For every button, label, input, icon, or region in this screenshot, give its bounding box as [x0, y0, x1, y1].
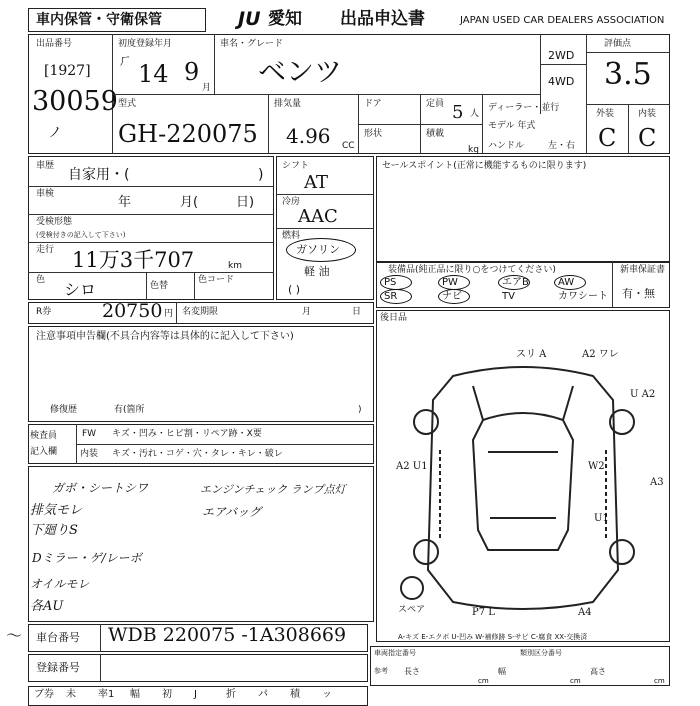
displacement-unit: CC — [342, 141, 355, 151]
size-height-unit: cm — [654, 677, 665, 685]
notes-label: 注意事項申告欄(不具合内容等は具体的に記入して下さい) — [36, 331, 294, 342]
handwritten-note: オイルモレ — [30, 577, 90, 591]
lot-bracket: [1927] — [44, 63, 91, 79]
org-name: 愛知 — [268, 9, 302, 29]
size-height: 高さ — [590, 667, 606, 676]
association-name: JAPAN USED CAR DEALERS ASSOCIATION — [460, 15, 665, 26]
ac-value: AAC — [298, 206, 338, 227]
footer-cell: 率1 — [98, 689, 115, 700]
chassis-label: 車台番号 — [36, 631, 80, 644]
diagram-mark: A2 U1 — [396, 461, 428, 472]
interior-grade: C — [638, 124, 657, 152]
chassis-mark: 〜 — [6, 626, 23, 645]
handwritten-note: 排気モレ — [30, 503, 83, 518]
size-length: 長さ — [404, 667, 420, 676]
model-year-label: モデル 年式 — [488, 121, 536, 131]
capacity-value: 5 — [452, 102, 464, 123]
repair-close: ) — [358, 405, 362, 415]
name-change-label: 名変期限 — [182, 307, 219, 317]
receipt-note: (受検付きの記入して下さい) — [36, 231, 126, 239]
footer-cell: パ — [258, 689, 268, 700]
recycle-unit: 円 — [164, 309, 174, 319]
registration-label: 初度登録年月 — [118, 39, 173, 49]
equipment-circle — [438, 289, 470, 304]
lot-label: 出品番号 — [36, 39, 73, 49]
handwritten-note: 下廻りS — [30, 523, 78, 538]
footer-cell: J — [194, 689, 197, 700]
check-row2-head: 内装 — [80, 449, 99, 459]
inspection-label: 車検 — [36, 189, 55, 199]
mileage-value: 11万3千707 — [72, 248, 195, 272]
footer-cell: ブ券 — [34, 689, 54, 700]
color-code-label: 色コード — [198, 275, 235, 285]
equipment-item: SR — [384, 291, 398, 302]
fuel-paren: ( ) — [288, 283, 301, 296]
footer-cell: 初 — [162, 689, 172, 700]
mileage-unit: km — [228, 261, 242, 271]
color-label: 色 — [36, 275, 46, 285]
size-width: 幅 — [498, 667, 506, 676]
name-change-month: 月 — [302, 307, 312, 317]
spare-label: スペア — [398, 605, 426, 615]
exterior-label: 外装 — [596, 109, 615, 119]
check-row1-head: FW — [82, 429, 97, 439]
handwritten-note: 各AU — [30, 599, 64, 614]
inspector-label: 検査員 — [30, 431, 58, 441]
handwritten-note: エアバッグ — [202, 505, 262, 519]
equipment-item: カワシート — [558, 291, 608, 302]
model-name-label: 車名・グレード — [220, 39, 284, 49]
displacement-value: 4.96 — [286, 124, 331, 148]
registration-year: 14 — [138, 60, 169, 88]
model-code-value: GH-220075 — [118, 120, 258, 148]
repair-value: 有(箇所 — [114, 405, 145, 415]
displacement-label: 排気量 — [274, 99, 302, 109]
inspection-year: 年 — [118, 195, 132, 210]
handwritten-note: ガボ・シートシワ — [52, 481, 149, 495]
sales-point-box — [376, 156, 670, 262]
diagram-mark: P7 L — [472, 607, 495, 618]
handwritten-note: エンジンチェック ランプ点灯 — [200, 483, 346, 496]
diagram-mark: A3 — [650, 477, 664, 488]
shape-label: 形状 — [364, 129, 383, 139]
detail-block — [28, 156, 274, 300]
rating-score: 3.5 — [604, 57, 652, 92]
equipment-item: PS — [384, 277, 397, 288]
shift-label: シフト — [282, 161, 310, 171]
load-unit: kg — [468, 145, 479, 155]
drive-4wd: 4WD — [548, 75, 575, 88]
equipment-item: PW — [442, 277, 458, 288]
diagram-mark: W2 — [588, 461, 605, 472]
rating-label: 評価点 — [604, 39, 632, 49]
equipment-item: AW — [558, 277, 575, 288]
diagram-mark: A4 — [578, 607, 592, 618]
ac-label: 冷房 — [282, 197, 301, 207]
doors-label: ドア — [364, 99, 382, 109]
damage-legend: A-キズ E-エクボ U-凹み W-補修跡 S-サビ C-腐食 XX-交換済 — [398, 633, 588, 641]
footer-cell: 未 — [66, 689, 76, 700]
check-row2: キズ・汚れ・コゲ・穴・タレ・キレ・破レ — [112, 449, 283, 459]
equipment-label: 装備品(純正品に限り○をつけてください) — [388, 265, 556, 275]
equipment-circle — [498, 275, 530, 290]
footer-cell: 折 — [226, 689, 236, 700]
warranty-opts: 有・無 — [622, 287, 655, 300]
equipment-item: エアB — [502, 277, 529, 288]
name-change-day: 日 — [352, 307, 362, 317]
capacity-unit: 人 — [470, 109, 480, 119]
diagram-mark: U1 — [594, 513, 609, 524]
lot-mark: ノ — [48, 125, 62, 141]
warranty-label: 新車保証書 — [620, 265, 666, 275]
capacity-label: 定員 — [426, 99, 445, 109]
registration-era: ㄏ — [118, 53, 132, 69]
check-row1: キズ・凹み・ヒビ割・リペア跡・X要 — [112, 429, 262, 439]
color-change-label: 色替 — [150, 281, 169, 291]
spec-label: 車両指定番号 — [374, 649, 416, 657]
footer-cell: ッ — [322, 689, 332, 700]
handwritten-note: Dミラー・ゲ/レーボ — [32, 551, 142, 565]
diagram-mark: A2 ワレ — [582, 349, 619, 360]
equipment-item: TV — [502, 291, 515, 302]
recycle-value: 20750 — [102, 300, 163, 322]
repair-label: 修復歴 — [50, 405, 78, 415]
fuel-diesel: 軽 油 — [304, 265, 330, 278]
size-width-unit: cm — [570, 677, 581, 685]
reg-no-label: 登録番号 — [36, 661, 80, 674]
model-name-value: ベンツ — [258, 55, 343, 88]
size-length-unit: cm — [478, 677, 489, 685]
fuel-gas: ガソリン — [296, 243, 340, 256]
shift-value: AT — [304, 172, 329, 193]
receipt-label: 受検形態 — [36, 217, 73, 227]
equipment-circle — [380, 289, 412, 304]
sales-point-label: セールスポイント(正常に機能するものに限ります) — [382, 161, 587, 171]
history-value: 自家用・( — [68, 167, 130, 183]
footer-row — [28, 686, 368, 706]
class-label: 類別区分番号 — [520, 649, 562, 657]
equipment-circle — [438, 275, 470, 290]
car-damage-diagram — [378, 340, 668, 620]
fuel-label: 燃料 — [282, 231, 301, 241]
equipment-item: ナビ — [442, 291, 462, 302]
footer-cell: 幅 — [130, 689, 140, 700]
registration-month-unit: 月 — [202, 83, 212, 93]
handle-label: ハンドル — [488, 141, 525, 151]
equipment-circle — [380, 275, 412, 290]
doc-title: 出品申込書 — [340, 9, 425, 29]
diagram-mark: U A2 — [630, 389, 656, 400]
history-close: ) — [258, 167, 264, 183]
handle-opts: 左・右 — [548, 141, 576, 151]
inspection-month: 月( — [180, 195, 199, 210]
drive-2wd: 2WD — [548, 49, 575, 62]
record-label: 記入欄 — [30, 447, 58, 457]
rear-label: 後日品 — [380, 313, 408, 323]
diagram-mark: スリ A — [516, 349, 547, 360]
footer-cell: 積 — [290, 689, 300, 700]
logo-mark: JU — [238, 8, 261, 30]
recycle-label: R券 — [36, 307, 52, 317]
history-label: 車歴 — [36, 161, 55, 171]
load-label: 積載 — [426, 129, 445, 139]
registration-month: 9 — [184, 58, 200, 86]
chassis-number: WDB 220075 -1A308669 — [108, 624, 347, 646]
color-value: シロ — [64, 280, 97, 299]
inspection-day: 日) — [236, 195, 255, 210]
size-ref: 参考 — [374, 667, 388, 675]
exterior-grade: C — [598, 124, 617, 152]
storage-tag: 車内保管・守衛保管 — [36, 12, 162, 28]
interior-label: 内装 — [638, 109, 657, 119]
dealer-label: ディーラー・並行 — [488, 103, 560, 113]
model-code-label: 型式 — [118, 99, 137, 109]
lot-number: 30059 — [32, 86, 118, 117]
mileage-label: 走行 — [36, 245, 55, 255]
equipment-circle — [554, 275, 586, 290]
